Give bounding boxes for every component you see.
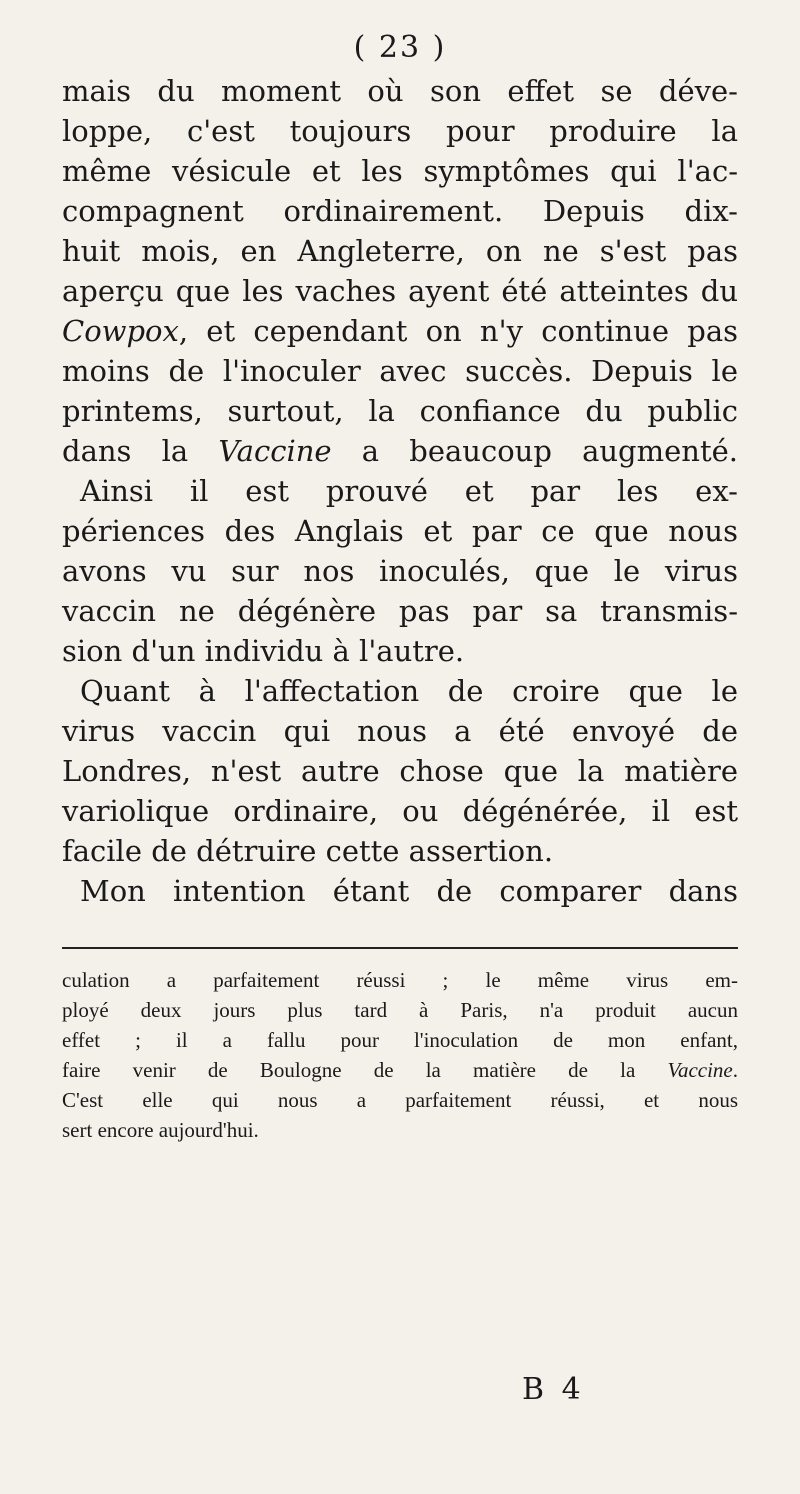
main-text-line: sion d'un individu à l'autre. xyxy=(62,634,465,668)
main-text-line: aperçu que les vaches ayent été atteintes du xyxy=(62,274,738,308)
main-text-line: Mon intention étant de comparer dans xyxy=(80,874,738,908)
main-text-line: même vésicule et les symptômes qui l'ac- xyxy=(62,154,738,188)
main-text-line: huit mois, en Angleterre, on ne s'est pas xyxy=(62,234,738,268)
main-text-line: virus vaccin qui nous a été envoyé de xyxy=(62,714,738,748)
main-text-text: dans la xyxy=(62,434,219,468)
page-number: ( 23 ) xyxy=(353,30,447,65)
footnote-line: culation a parfaitement réussi ; le même virus em- xyxy=(62,968,738,992)
main-text-block xyxy=(62,71,738,911)
footnote-block xyxy=(62,965,738,1145)
main-text-line: loppe, c'est toujours pour produire la xyxy=(62,114,738,148)
footnote-line xyxy=(62,1055,738,1085)
main-text-line: variolique ordinaire, ou dégénérée, il est xyxy=(62,794,738,828)
main-text-italic-word: Vaccine xyxy=(218,434,332,468)
main-text-italic-word: Cowpox xyxy=(62,314,179,348)
footnote-line: effet ; il a fallu pour l'inoculation de mon enfant, xyxy=(62,1028,738,1052)
main-text-line: printems, surtout, la confiance du public xyxy=(62,394,738,428)
main-text-line xyxy=(62,431,738,471)
main-text-text: a beaucoup augmenté. xyxy=(331,434,738,468)
main-text-line: moins de l'inoculer avec succès. Depuis le xyxy=(62,354,738,388)
main-text-line: vaccin ne dégénère pas par sa transmis- xyxy=(62,594,738,628)
main-text-line xyxy=(62,311,738,351)
main-text-line: Quant à l'affectation de croire que le xyxy=(80,674,738,708)
main-text-line: avons vu sur nos inoculés, que le virus xyxy=(62,554,738,588)
main-text-line: facile de détruire cette assertion. xyxy=(62,834,554,868)
footnote-line: ployé deux jours plus tard à Paris, n'a produit aucun xyxy=(62,998,738,1022)
footnote-line: C'est elle qui nous a parfaitement réussi, et nous xyxy=(62,1088,738,1112)
footnote-text: . xyxy=(732,1058,738,1082)
signature-mark: B 4 xyxy=(522,1372,585,1407)
footnote-divider xyxy=(62,947,738,949)
main-text-line: compagnent ordinairement. Depuis dix- xyxy=(62,194,738,228)
main-text-line: périences des Anglais et par ce que nous xyxy=(62,514,738,548)
footnote-text: faire venir de Boulogne de la matière de la xyxy=(62,1058,668,1082)
main-text-line: mais du moment où son effet se déve- xyxy=(62,74,738,108)
main-text-line: Ainsi il est prouvé et par les ex- xyxy=(80,474,738,508)
main-text-line: Londres, n'est autre chose que la matière xyxy=(62,754,738,788)
footnote-italic-word: Vaccine xyxy=(667,1058,733,1082)
main-text-text: , et cependant on n'y continue pas xyxy=(178,314,738,348)
footnote-line: sert encore aujourd'hui. xyxy=(62,1118,259,1142)
